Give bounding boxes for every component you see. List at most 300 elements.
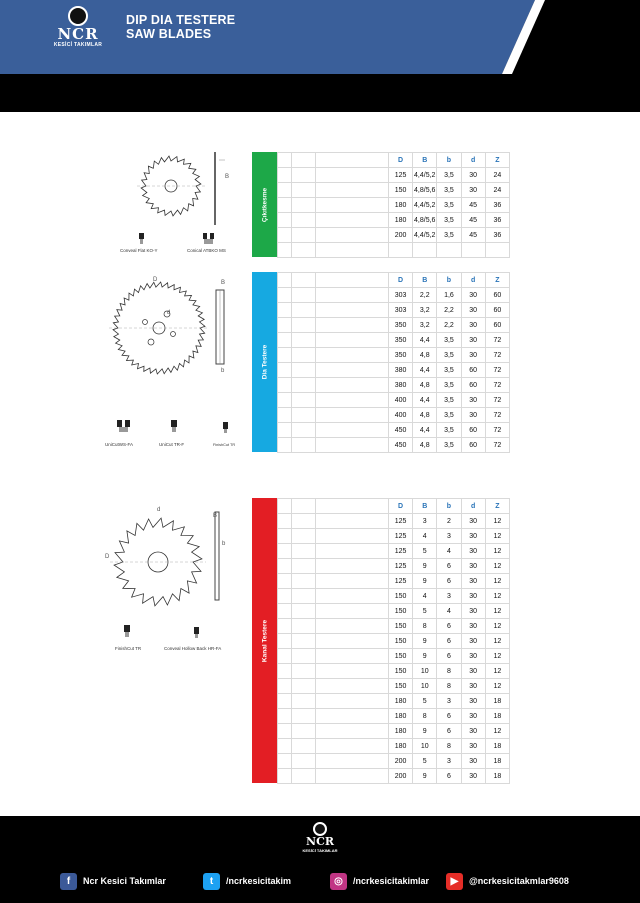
empty-cell [278, 168, 292, 183]
empty-cell [292, 273, 316, 288]
table-cell: 8 [437, 664, 461, 679]
svg-text:b: b [221, 368, 225, 374]
table-cell: 150 [388, 619, 412, 634]
table-cell: 3 [437, 694, 461, 709]
table-cell: 3,5 [437, 168, 461, 183]
empty-cell [316, 709, 389, 724]
table-cell: 6 [437, 649, 461, 664]
empty-cell [292, 544, 316, 559]
empty-cell [292, 303, 316, 318]
table-cell: 380 [388, 378, 412, 393]
table-cell: 150 [388, 664, 412, 679]
empty-cell [278, 213, 292, 228]
table-cell: 2 [437, 514, 461, 529]
table-cell: 9 [413, 574, 437, 589]
table-cell: 60 [485, 303, 509, 318]
column-header: B [413, 153, 437, 168]
table-cell: 180 [388, 739, 412, 754]
empty-cell [316, 574, 389, 589]
table-cell: 6 [437, 559, 461, 574]
table-cell [413, 243, 437, 258]
table-row [278, 378, 510, 393]
table-cell: 30 [461, 724, 485, 739]
table-cell: 30 [461, 634, 485, 649]
empty-cell [292, 438, 316, 453]
table-cell: 12 [485, 634, 509, 649]
empty-cell [292, 754, 316, 769]
saw-blade-small [137, 156, 205, 216]
empty-cell [292, 559, 316, 574]
table-cell [388, 243, 412, 258]
twitter-icon: t [203, 873, 220, 890]
empty-cell [278, 529, 292, 544]
page-title: DIP DIA TESTERE SAW BLADES [126, 13, 236, 41]
saw-blade-grooving [110, 518, 206, 606]
twitter-link[interactable]: t /ncrkesicitakim [203, 872, 291, 890]
empty-cell [316, 438, 389, 453]
empty-cell [278, 769, 292, 784]
empty-cell [278, 679, 292, 694]
table-cell: 5 [413, 604, 437, 619]
empty-cell [316, 378, 389, 393]
table-cell: 12 [485, 514, 509, 529]
table-cell: 12 [485, 664, 509, 679]
svg-text:D: D [153, 277, 158, 283]
table-cell: 12 [485, 604, 509, 619]
table-cell: 18 [485, 754, 509, 769]
table-cell: 30 [461, 679, 485, 694]
empty-cell [278, 408, 292, 423]
table-cell: 12 [485, 724, 509, 739]
empty-cell [316, 288, 389, 303]
saw-blade-large [109, 282, 209, 374]
table-cell: 4 [413, 529, 437, 544]
svg-text:d: d [157, 507, 161, 513]
empty-cell [316, 649, 389, 664]
empty-cell [292, 739, 316, 754]
empty-cell [316, 168, 389, 183]
facebook-icon: f [60, 873, 77, 890]
table-row [278, 198, 510, 213]
table-cell: 12 [485, 679, 509, 694]
empty-cell [278, 499, 292, 514]
empty-cell [278, 664, 292, 679]
table-cell: 60 [461, 438, 485, 453]
table-row [278, 318, 510, 333]
table-cell: 180 [388, 709, 412, 724]
column-header: d [461, 499, 485, 514]
empty-cell [292, 183, 316, 198]
table-cell: 6 [437, 724, 461, 739]
empty-cell [292, 288, 316, 303]
empty-cell [278, 378, 292, 393]
table-cell: 30 [461, 754, 485, 769]
table-cell: 400 [388, 393, 412, 408]
column-header: D [388, 273, 412, 288]
table-cell: 30 [461, 544, 485, 559]
spec-table [277, 152, 510, 258]
category-bar: Dia Testere [252, 272, 277, 452]
table-cell: 450 [388, 438, 412, 453]
table-cell: 30 [461, 408, 485, 423]
table-cell: 3,5 [437, 423, 461, 438]
empty-cell [316, 499, 389, 514]
table-cell: 4,8 [413, 348, 437, 363]
svg-text:B: B [225, 174, 230, 180]
table-cell: 350 [388, 348, 412, 363]
empty-cell [292, 694, 316, 709]
column-header: d [461, 273, 485, 288]
empty-cell [278, 544, 292, 559]
facebook-link[interactable]: f Ncr Kesici Takımlar [60, 872, 166, 890]
column-header: D [388, 499, 412, 514]
logo-icon [313, 822, 327, 836]
table-cell: 6 [437, 709, 461, 724]
instagram-link[interactable]: ◎ /ncrkesicitakimlar [330, 872, 429, 890]
table-cell: 3,5 [437, 333, 461, 348]
table-cell: 150 [388, 589, 412, 604]
table-cell: 12 [485, 619, 509, 634]
table-row [278, 694, 510, 709]
empty-cell [316, 228, 389, 243]
table-cell: 3 [437, 754, 461, 769]
table-row [278, 754, 510, 769]
tooth-caption: Conical ATBKO MS [187, 248, 226, 253]
table-cell: 4 [413, 589, 437, 604]
table-row [278, 769, 510, 784]
table-cell: 18 [485, 739, 509, 754]
table-cell: 72 [485, 333, 509, 348]
table-cell: 150 [388, 183, 412, 198]
table-row [278, 709, 510, 724]
table-cell: 3 [437, 529, 461, 544]
table-cell: 10 [413, 739, 437, 754]
empty-cell [278, 739, 292, 754]
empty-cell [292, 168, 316, 183]
column-header: b [437, 499, 461, 514]
table-cell: 72 [485, 438, 509, 453]
empty-cell [278, 754, 292, 769]
empty-cell [278, 559, 292, 574]
table-cell: 125 [388, 559, 412, 574]
empty-cell [278, 333, 292, 348]
empty-cell [278, 318, 292, 333]
table-cell: 4 [437, 604, 461, 619]
table-cell: 12 [485, 589, 509, 604]
table-cell: 350 [388, 318, 412, 333]
table-cell: 72 [485, 378, 509, 393]
category-bar: Çıkıtkesme [252, 152, 277, 257]
column-header: b [437, 273, 461, 288]
empty-cell [278, 393, 292, 408]
table-cell: 3 [437, 589, 461, 604]
table-row [278, 559, 510, 574]
empty-cell [278, 198, 292, 213]
table-cell: 3 [413, 514, 437, 529]
empty-cell [316, 634, 389, 649]
empty-cell [292, 664, 316, 679]
table-cell: 125 [388, 514, 412, 529]
table-cell: 4,4 [413, 423, 437, 438]
empty-cell [292, 709, 316, 724]
table-block-dia-testere [252, 272, 510, 452]
table-cell: 30 [461, 333, 485, 348]
blade-drawing-3 [100, 500, 250, 660]
table-cell: 6 [437, 574, 461, 589]
table-cell: 72 [485, 393, 509, 408]
table-cell: 72 [485, 423, 509, 438]
table-cell: 5 [413, 544, 437, 559]
table-cell: 24 [485, 168, 509, 183]
table-row [278, 739, 510, 754]
table-row [278, 228, 510, 243]
youtube-icon: ▶ [446, 873, 463, 890]
blade-drawing-2 [105, 272, 250, 454]
column-header: B [413, 273, 437, 288]
empty-cell [278, 724, 292, 739]
empty-cell [292, 499, 316, 514]
table-cell: 30 [461, 393, 485, 408]
table-cell: 400 [388, 408, 412, 423]
table-cell: 72 [485, 408, 509, 423]
table-cell: 30 [461, 649, 485, 664]
empty-cell [278, 183, 292, 198]
spec-table [277, 272, 510, 453]
svg-text:d: d [167, 310, 171, 316]
table-cell: 30 [461, 559, 485, 574]
empty-cell [292, 514, 316, 529]
column-header: b [437, 153, 461, 168]
empty-cell [292, 619, 316, 634]
table-cell: 2,2 [437, 318, 461, 333]
table-cell: 30 [461, 183, 485, 198]
tooth-caption: FinishCut TR [213, 443, 236, 447]
table-cell: 3,2 [413, 303, 437, 318]
column-header: Z [485, 273, 509, 288]
empty-cell [278, 273, 292, 288]
table-cell: 30 [461, 709, 485, 724]
table-cell: 9 [413, 634, 437, 649]
table-cell: 3,5 [437, 408, 461, 423]
table-cell: 6 [437, 634, 461, 649]
table-cell: 2,2 [413, 288, 437, 303]
table-cell: 3,5 [437, 198, 461, 213]
empty-cell [316, 529, 389, 544]
table-cell: 45 [461, 213, 485, 228]
table-row [278, 438, 510, 453]
category-bar: Kanal Testere [252, 498, 277, 783]
empty-cell [278, 574, 292, 589]
table-cell [461, 243, 485, 258]
empty-cell [278, 694, 292, 709]
empty-cell [292, 333, 316, 348]
tooth-caption: Conveal Flat KO-Y [120, 248, 158, 253]
table-cell: 150 [388, 604, 412, 619]
table-block-kanal-testere [252, 498, 510, 783]
table-cell: 5 [413, 754, 437, 769]
table-cell: 125 [388, 529, 412, 544]
table-cell: 4,8 [413, 378, 437, 393]
empty-cell [278, 589, 292, 604]
table-cell: 3,5 [437, 393, 461, 408]
footer-logo: NCR KESİCİ TAKIMLAR [300, 822, 340, 853]
table-cell: 60 [485, 288, 509, 303]
empty-cell [316, 393, 389, 408]
table-cell: 5 [413, 694, 437, 709]
table-cell: 380 [388, 363, 412, 378]
table-cell: 18 [485, 769, 509, 784]
empty-cell [316, 303, 389, 318]
table-cell: 30 [461, 348, 485, 363]
column-header: D [388, 153, 412, 168]
table-cell: 6 [437, 619, 461, 634]
table-row [278, 664, 510, 679]
table-cell: 4,4/5,2 [413, 198, 437, 213]
empty-cell [292, 589, 316, 604]
table-cell: 180 [388, 198, 412, 213]
svg-text:B: B [221, 280, 226, 286]
table-cell: 180 [388, 724, 412, 739]
table-block-cikitkesme [252, 152, 510, 257]
empty-cell [292, 649, 316, 664]
table-cell: 60 [461, 363, 485, 378]
empty-cell [292, 393, 316, 408]
table-cell: 200 [388, 754, 412, 769]
table-cell: 8 [437, 739, 461, 754]
table-cell: 72 [485, 348, 509, 363]
empty-cell [278, 243, 292, 258]
column-header: Z [485, 153, 509, 168]
empty-cell [278, 348, 292, 363]
table-cell: 3,5 [437, 213, 461, 228]
table-cell: 30 [461, 168, 485, 183]
table-cell: 3,5 [437, 183, 461, 198]
tooth-caption: UniCut TR-F [159, 442, 185, 447]
empty-cell [292, 378, 316, 393]
table-cell [437, 243, 461, 258]
spec-table [277, 498, 510, 784]
page-header [0, 0, 640, 112]
empty-cell [316, 408, 389, 423]
table-cell: 9 [413, 769, 437, 784]
table-cell: 4,8 [413, 438, 437, 453]
empty-cell [278, 228, 292, 243]
empty-cell [316, 348, 389, 363]
table-cell: 150 [388, 649, 412, 664]
table-cell: 1,6 [437, 288, 461, 303]
table-cell [485, 243, 509, 258]
column-header: Z [485, 499, 509, 514]
empty-cell [316, 589, 389, 604]
empty-cell [316, 153, 389, 168]
table-row [278, 544, 510, 559]
table-cell: 3,5 [437, 348, 461, 363]
empty-cell [278, 438, 292, 453]
table-row [278, 634, 510, 649]
empty-cell [316, 544, 389, 559]
empty-cell [316, 514, 389, 529]
empty-cell [292, 213, 316, 228]
table-cell: 30 [461, 739, 485, 754]
table-cell: 30 [461, 664, 485, 679]
table-header-row [278, 273, 510, 288]
table-cell: 125 [388, 168, 412, 183]
table-cell: 30 [461, 574, 485, 589]
tooth-caption: Conveal Hollow Back HR-FA [164, 646, 222, 651]
empty-cell [316, 183, 389, 198]
table-row [278, 408, 510, 423]
empty-cell [278, 363, 292, 378]
empty-cell [316, 679, 389, 694]
empty-cell [316, 423, 389, 438]
table-cell: 30 [461, 604, 485, 619]
empty-cell [316, 619, 389, 634]
empty-cell [292, 243, 316, 258]
table-row [278, 619, 510, 634]
empty-cell [292, 363, 316, 378]
company-logo: NCR KESİCİ TAKIMLAR [48, 6, 108, 48]
table-row [278, 724, 510, 739]
table-cell: 3,5 [437, 228, 461, 243]
empty-cell [278, 303, 292, 318]
empty-cell [316, 363, 389, 378]
empty-cell [278, 423, 292, 438]
table-cell: 30 [461, 303, 485, 318]
table-cell: 4,8 [413, 408, 437, 423]
table-cell: 24 [485, 183, 509, 198]
empty-cell [278, 649, 292, 664]
table-cell: 9 [413, 724, 437, 739]
empty-cell [292, 769, 316, 784]
table-cell: 12 [485, 544, 509, 559]
table-row [278, 243, 510, 258]
empty-cell [292, 634, 316, 649]
empty-cell [292, 198, 316, 213]
table-cell: 6 [437, 769, 461, 784]
table-cell: 30 [461, 769, 485, 784]
table-row [278, 183, 510, 198]
table-cell: 350 [388, 333, 412, 348]
empty-cell [292, 604, 316, 619]
column-header: d [461, 153, 485, 168]
table-cell: 30 [461, 529, 485, 544]
table-cell: 12 [485, 574, 509, 589]
empty-cell [316, 769, 389, 784]
table-cell: 30 [461, 694, 485, 709]
table-cell: 3,5 [437, 378, 461, 393]
youtube-link[interactable]: ▶ @ncrkesicitakmlar9608 [446, 872, 569, 890]
empty-cell [316, 333, 389, 348]
table-header-row [278, 499, 510, 514]
table-cell: 30 [461, 589, 485, 604]
table-row [278, 303, 510, 318]
table-cell: 4 [437, 544, 461, 559]
empty-cell [316, 604, 389, 619]
table-cell: 4,4 [413, 393, 437, 408]
table-row [278, 213, 510, 228]
table-cell: 4,4/5,2 [413, 228, 437, 243]
empty-cell [278, 153, 292, 168]
empty-cell [292, 153, 316, 168]
empty-cell [278, 604, 292, 619]
table-cell: 450 [388, 423, 412, 438]
table-cell: 180 [388, 213, 412, 228]
table-cell: 18 [485, 709, 509, 724]
table-cell: 303 [388, 288, 412, 303]
table-row [278, 679, 510, 694]
table-cell: 8 [413, 619, 437, 634]
table-row [278, 393, 510, 408]
